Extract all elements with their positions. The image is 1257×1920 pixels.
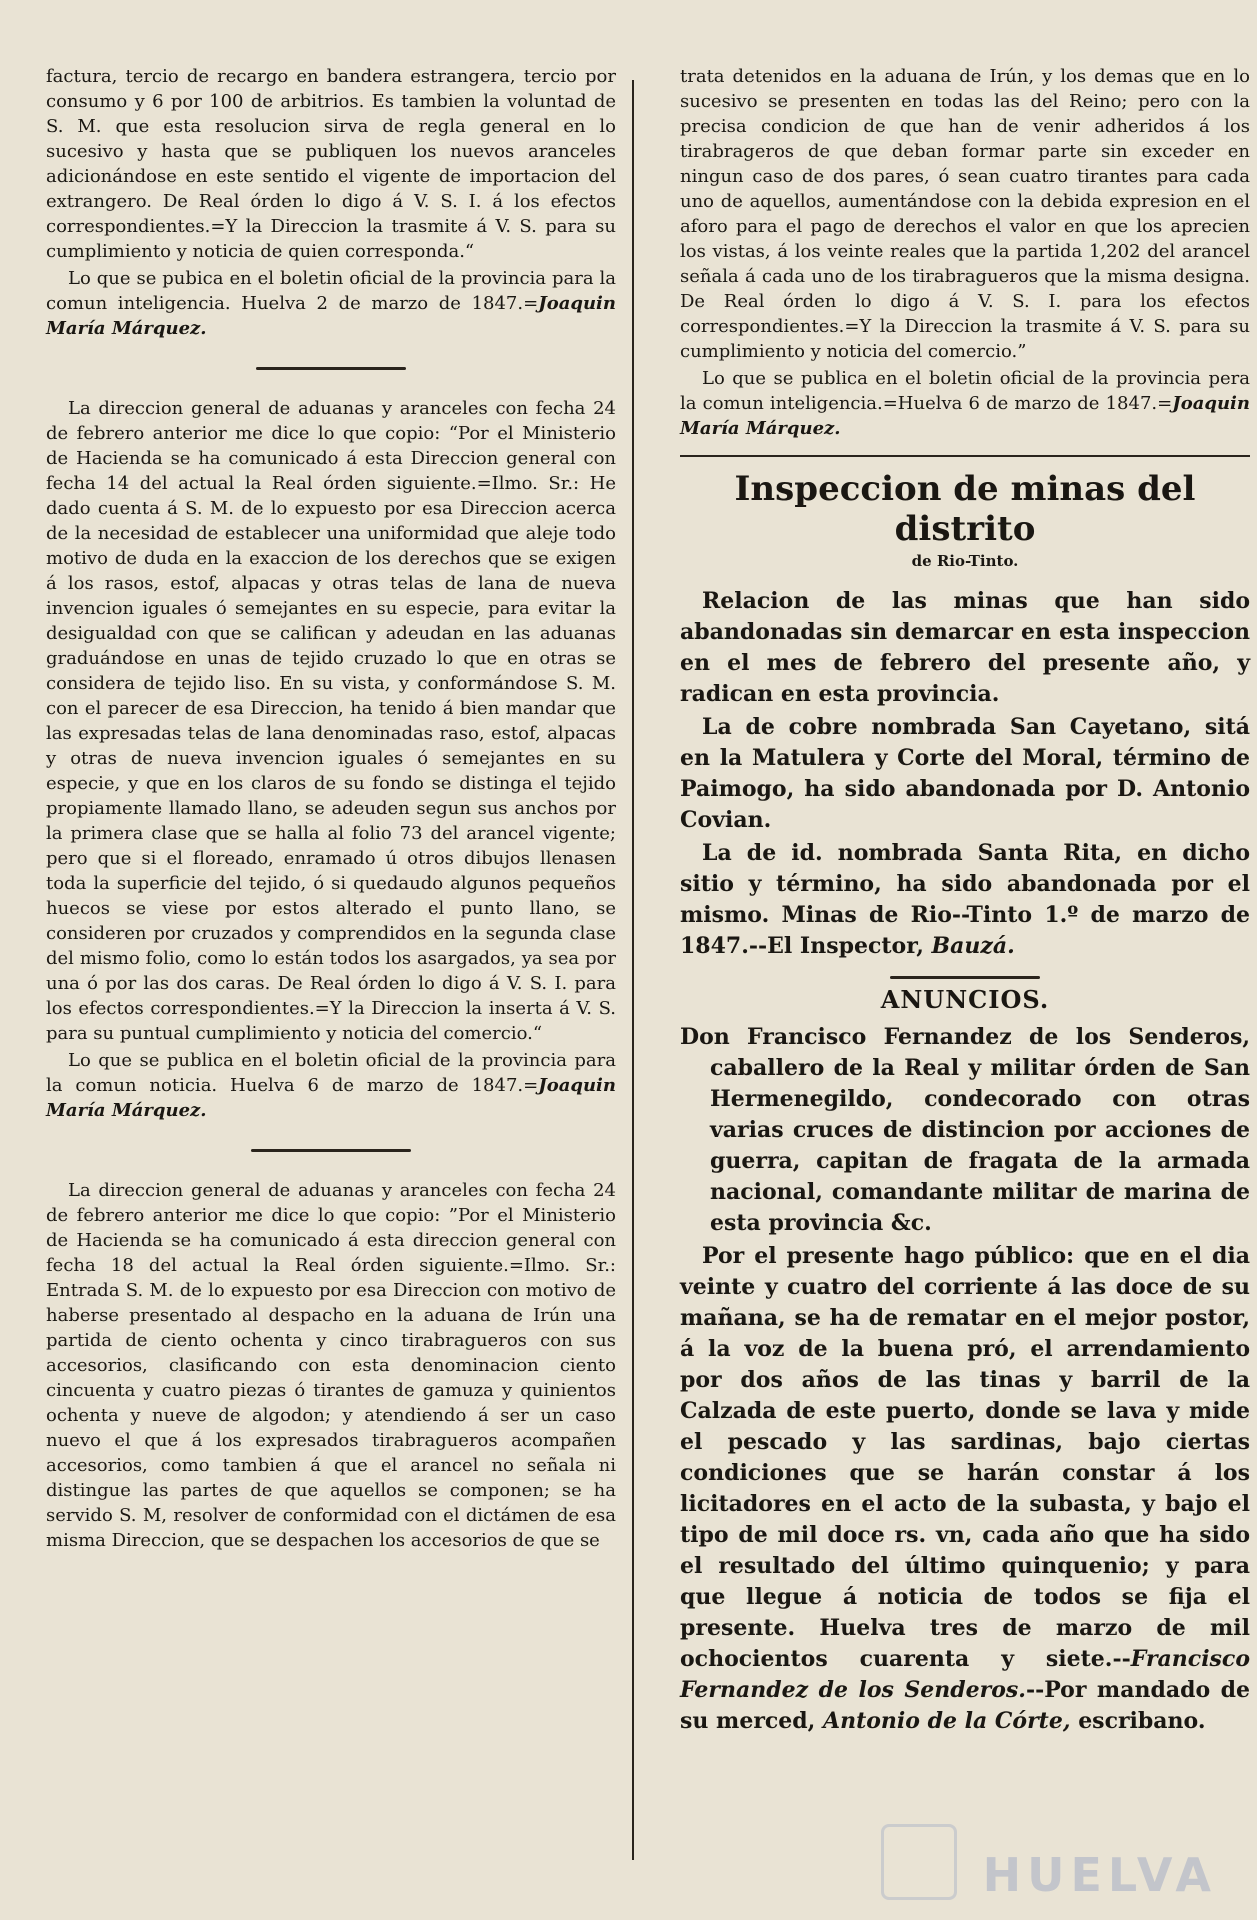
separator-rule <box>890 976 1040 979</box>
left-column <box>46 64 616 1900</box>
left-paragraph-2: Lo que se pubica en el boletin oficial de la provincia para la comun inteligencia. Huelva 2 de marzo de 1847.=Joaquin María Márquez. <box>46 268 616 339</box>
announcement-body: Por el presente hago público: que en el dia veinte y cuatro del corriente á las doce de su mañana, se ha de rematar en el mejor postor, á la voz de la buena pró, el arrendamiento por dos años de las tinas y barril de la Calzada de este puerto, donde se lava y mide el pescado y las sardinas, bajo ciertas condiciones que se harán constar á los licitadores en el acto de la subasta, y bajo el tipo de mil doce rs. vn, cada año que ha sido el resultado del último quinquenio; y para que llegue á noticia de todos se fija el presente. Huelva tres de marzo de mil ochocientos cuarenta y siete.--Francisco Fernandez de los Senderos.--Por mandado de su merced, Antonio de la Córte, escribano. <box>680 1243 1251 1734</box>
watermark: HUELVA <box>982 1848 1217 1902</box>
section-subtitle: de Rio-Tinto. <box>911 552 1019 570</box>
announcement-header: Don Francisco Fernandez de los Senderos, caballero de la Real y militar órden de San Hermenegildo, condecorado con otras varias cruces de distincion por acciones de guerra, capitan de fragata de la armada nacional, comandante militar de marina de esta provincia &c. <box>680 1024 1250 1236</box>
signature: Francisco Fernandez de los Senderos. <box>680 1646 1250 1703</box>
separator-rule <box>256 367 406 370</box>
left-paragraph-3: La direccion general de aduanas y aranceles con fecha 24 de febrero anterior me dice lo que copio: “Por el Ministerio de Hacienda se ha comunicado á esta Direccion general con fecha 14 del actual la Real órden siguiente.=Ilmo. Sr.: He dado cuenta á S. M. de lo expuesto por esa Direccion acerca de la necesidad de establecer una uniformidad que aleje todo motivo de duda en la exaccion de los derechos que se exigen á los rasos, estof, alpacas y otras telas de lana de nueva invencion iguales ó semejantes en su especie, para evitar la desigualdad con que se califican y adeudan en las aduanas graduándose en unas de tejido cruzado lo que en otras se considera de tejido liso. En su vista, y conformándose S. M. con el parecer de esa Direccion, ha tenido á bien mandar que las expresadas telas de lana denominadas raso, estof, alpacas y otras de nueva invencion iguales ó semejantes en su especie, y que en los claros de su fondo se distinga el tejido propiamente llamado llano, se adeuden segun sus anchos por la primera clase que se halla al folio 73 del arancel vigente; pero que si el floreado, enramado ú otros dibujos llenasen toda la superficie del tejido, ó si quedaudo algunos pequeños huecos se viese por estos alterado el punto llano, se consideren por cruzados y comprendidos en la segunda clase del mismo folio, como lo están todos los asargados, ya sea por una ó por las dos caras. De Real órden lo digo á V. S. I. para los efectos correspondientes.=Y la Direccion la inserta á V. S. para su puntual cumplimiento y noticia del comercio.“ <box>46 398 616 1044</box>
section-rule <box>680 455 1250 457</box>
right-paragraph-2: Lo que se publica en el boletin oficial de la provincia pera la comun inteligencia.=Huelva 6 de marzo de 1847.=Joaquin María Márquez. <box>680 368 1250 439</box>
signature: Bauzá. <box>931 933 1015 959</box>
announcements-title: ANUNCIOS. <box>880 985 1050 1014</box>
right-paragraph-1: trata detenidos en la aduana de Irún, y los demas que en lo sucesivo se presenten en todas las del Reino; pero con la precisa condicion de que han de venir adheridos á los tirabrageros de que deban formar parte sin exceder en ningun caso de dos pares, ó sean cuatro tirantes para cada uno de aquellos, aumentándose con la debida expresion en el aforo para el pago de derechos el valor en que los aprecien los vistas, á los veinte reales que la partida 1,202 del arancel señala á cada uno de los tirabragueros que la misma designa. De Real órden lo digo á V. S. I. para los efectos correspondientes.=Y la Direccion la trasmite á V. S. para su cumplimiento y noticia del comercio.” <box>680 66 1250 362</box>
left-paragraph-4: Lo que se publica en el boletin oficial de la provincia para la comun noticia. Huelva 6 de marzo de 1847.=Joaquin María Márquez. <box>46 1050 616 1121</box>
separator-rule <box>251 1149 411 1152</box>
section-title: Inspeccion de minas del distrito <box>734 469 1196 549</box>
signature: Antonio de la Córte, <box>823 1708 1071 1734</box>
column-divider <box>632 80 634 1860</box>
signature: Joaquin María Márquez. <box>680 393 1250 439</box>
signature: Joaquin María Márquez. <box>46 293 616 339</box>
library-seal-icon <box>881 1824 957 1900</box>
signature: Joaquin María Márquez. <box>46 1075 616 1121</box>
mine-entry-1: La de cobre nombrada San Cayetano, sitá en la Matulera y Corte del Moral, término de Paimogo, ha sido abandonada por D. Antonio Covian. <box>680 714 1250 833</box>
left-paragraph-5: La direccion general de aduanas y aranceles con fecha 24 de febrero anterior me dice lo que copio: ”Por el Ministerio de Hacienda se ha comunicado á esta direccion general con fecha 18 del actual la Real órden siguiente.=Ilmo. Sr.: Entrada S. M. de lo expuesto por esa Direccion con motivo de haberse presentado al despacho en la aduana de Irún una partida de ciento ochenta y cinco tirabragueros con sus accesorios, clasificando con esta denominacion ciento cincuenta y cuatro piezas ó tirantes de gamuza y quinientos ochenta y nueve de algodon; y atendiendo á ser un caso nuevo el que á los expresados tirabragueros acompañen accesorios, como tambien á que el arancel no señala ni distingue las partes de que aquellos se componen; se ha servido S. M, resolver de conformidad con el dictámen de esa misma Direccion, que se despachen los accesorios de que se <box>46 1180 616 1551</box>
mines-intro: Relacion de las minas que han sido abandonadas sin demarcar en esta inspeccion en el mes de febrero del presente año, y radican en esta provincia. <box>680 588 1250 707</box>
left-paragraph-1: factura, tercio de recargo en bandera estrangera, tercio por consumo y 6 por 100 de arbitrios. Es tambien la voluntad de S. M. que esta resolucion sirva de regla general en lo sucesivo y hasta que se publiquen los nuevos aranceles adicionándose en este sentido el vigente de importacion del extrangero. De Real órden lo digo á V. S. I. á los efectos correspondientes.=Y la Direccion la trasmite á V. S. para su cumplimiento y noticia de quien corresponda.“ <box>46 66 616 262</box>
right-column <box>680 64 1250 1900</box>
mine-entry-2: La de id. nombrada Santa Rita, en dicho sitio y término, ha sido abandonada por el mismo. Minas de Rio--Tinto 1.º de marzo de 1847.--El Inspector, Bauzá. <box>680 840 1250 959</box>
